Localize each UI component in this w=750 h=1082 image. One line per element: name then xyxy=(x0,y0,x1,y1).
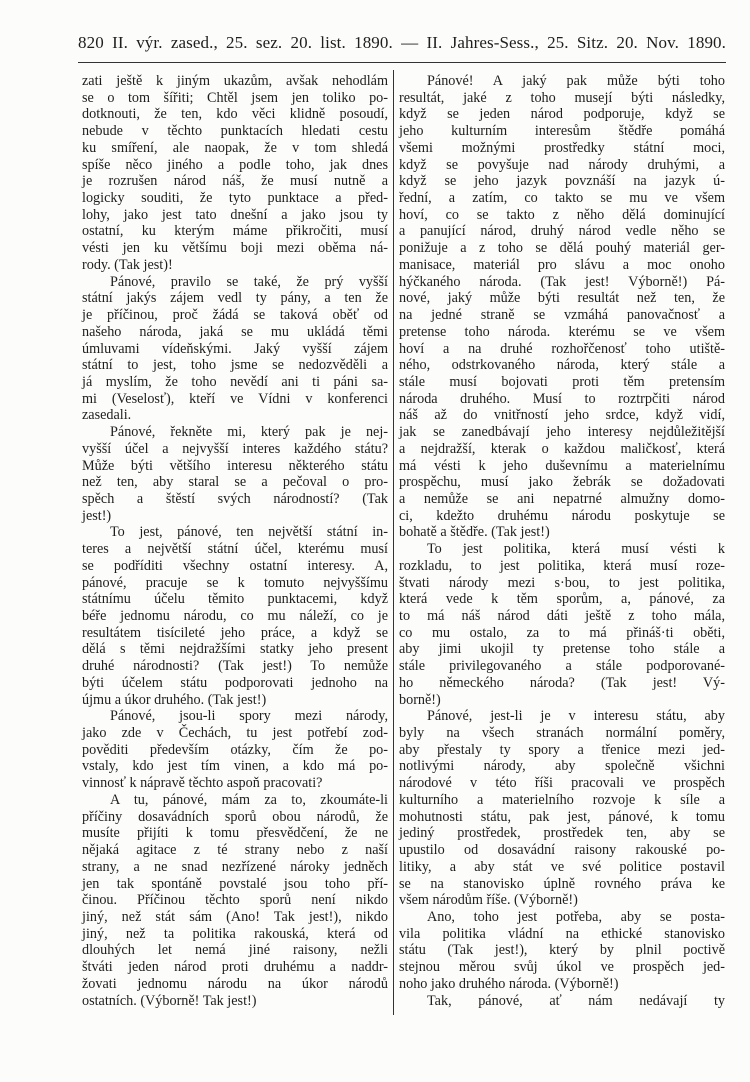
text-line: ho německého národa? (Tak jest! Vý- xyxy=(399,674,725,691)
text-line: státnímu účelu těmito punktacemi, když xyxy=(82,591,388,608)
text-line: Pánové, řekněte mi, který pak je nej- xyxy=(110,424,388,441)
paragraph xyxy=(399,909,725,993)
text-line: rozkladu, to jest politika, která musí roze- xyxy=(399,557,725,574)
paragraph xyxy=(82,424,388,524)
text-line: mi (Veselosť), kteří ve Vídni v konferenci xyxy=(82,390,388,407)
text-line: pretense toho národa. kterému se ve všem xyxy=(399,323,725,340)
text-line: To jest politika, která musí vésti k xyxy=(427,541,725,558)
text-line: štváti jeden národ proti druhému a naddr- xyxy=(82,959,388,976)
paragraph xyxy=(82,73,388,274)
text-line: národové v této říši pracovali ve prospěch xyxy=(399,775,725,792)
text-line: národa druhého. Musí to roztrpčiti národ xyxy=(399,390,725,407)
text-line: když se povyšuje nad národy druhými, a xyxy=(399,156,725,173)
text-line: jiný, než ta politika rakouská, která od xyxy=(82,925,388,942)
text-line: logicky souditi, že tyto punktace a před- xyxy=(82,190,388,207)
text-line: To jest, pánové, ten největší státní in- xyxy=(110,524,388,541)
text-line: noho jako druhého národa. (Výborně!) xyxy=(399,975,619,992)
text-line: všemi možnými prostředky státní moci, xyxy=(399,139,725,156)
text-line: státní jakýs zájem vedl ty pány, a ten že xyxy=(82,290,388,307)
text-line: státu (Tak jest!), který by plnil poctivě xyxy=(399,942,725,959)
text-line: příčiny dosavádních sporů obou národů, že xyxy=(82,808,388,825)
text-line: činou. Příčinou těchto sporů není nikdo xyxy=(82,892,388,909)
text-line: stále privilegovaného a stále podporované- xyxy=(399,658,725,675)
text-line: vstaly, kdo jest tím vinen, a kdo má po- xyxy=(82,758,388,775)
text-line: jeho kulturním interesům štědře pomáhá xyxy=(399,123,725,140)
text-line: úmluvami vídeňskými. Jaký vyšší zájem xyxy=(82,340,388,357)
text-line: teres a největší státní účel, kterému musí xyxy=(82,541,388,558)
paragraph xyxy=(82,524,388,708)
text-line: jiný, než stát sám (Ano! Tak jest!), nikdo xyxy=(82,908,388,925)
text-line: když se jeho jazyk povznáší na jazyk ú- xyxy=(399,173,725,190)
text-line: manisace, materiál pro slávu a moc onoho xyxy=(399,256,725,273)
text-line: dotknouti, že ten, kdo věci klidně posoudí, xyxy=(82,106,388,123)
text-line: bohatě a štědře. (Tak jest!) xyxy=(399,524,550,541)
text-line: aby přestaly ty spory a třenice mezi jed- xyxy=(399,741,725,758)
text-line: prospěchu, musí jako žebrák se dožadovati xyxy=(399,474,725,491)
header-rule xyxy=(78,62,726,63)
text-line: býti účelem státu podporovati jednoho na xyxy=(82,674,388,691)
text-line: spěch a štěstí svých národností? (Tak xyxy=(82,490,388,507)
paragraph xyxy=(399,541,725,708)
text-line: Ano, toho jest potřeba, aby se posta- xyxy=(427,908,725,925)
running-header: 820 II. výr. zased., 25. sez. 20. list. 1890. — II. Jahres-Sess., 25. Sitz. 20. Nov. 1890. xyxy=(78,33,726,52)
text-line: pověditi především otázky, čím že po- xyxy=(82,741,388,758)
text-line: musíte přijíti k tomu přesvědčení, že ne xyxy=(82,825,388,842)
text-line: nějaká agitace z té strany nebo z naší xyxy=(82,842,388,859)
text-line: ostatních. (Výborně! Tak jest!) xyxy=(82,992,257,1009)
text-line: stejnou měrou svůj úkol ve prospěch jed- xyxy=(399,959,725,976)
text-line: Může býti většího interesu některého státu xyxy=(82,457,388,474)
text-line: hoví, co se takto z něho dělá dominující xyxy=(399,206,725,223)
text-line: když se jeden národ podporuje, když se xyxy=(399,106,725,123)
text-line: strany, a ne snad nezřízené nároky jedněch xyxy=(82,858,388,875)
text-line: ného, odstrkovaného národa, který stále a xyxy=(399,357,725,374)
text-line: pánové, pracuje se k tomuto nejvyššímu xyxy=(82,574,388,591)
text-line: vésti jen ku většímu boji mezi oběma ná- xyxy=(82,240,388,257)
text-line: béře jednomu národu, co mu náleží, co je xyxy=(82,608,388,624)
text-line: se o tom šířiti; Chtěl jsem jen toliko po- xyxy=(82,89,388,106)
text-line: a nemůže se ani nepatrné almužny domo- xyxy=(399,490,725,507)
text-line: A tu, pánové, mám za to, zkoumáte-li xyxy=(110,791,388,808)
text-line: má vésti k jeho duševnímu a materielnímu xyxy=(399,457,725,474)
text-line: upustilo od dosavádní raisony rakouské po- xyxy=(399,842,725,859)
paragraph xyxy=(399,708,725,909)
text-line: resultát, jaké z toho musejí býti následky, xyxy=(399,89,725,106)
text-line: jediný prostředek, prostředek ten, aby se xyxy=(399,825,725,842)
text-line: která vede k těm sporům, a, pánové, za xyxy=(399,591,725,608)
text-line: borně!) xyxy=(399,691,441,708)
text-line: Pánové! A jaký pak může býti toho xyxy=(427,73,725,89)
text-line: je rozrušen národ náš, že musí nutně a xyxy=(82,173,388,190)
text-line: a panující národ, druhý národ vedle něho se xyxy=(399,223,725,240)
text-line: je příčinou, proč žádá se taková oběť od xyxy=(82,307,388,324)
text-line: nové, jaký může býti resultát než ten, že xyxy=(399,290,725,307)
text-line: státní to jest, toho jsme se nedozvěděli a xyxy=(82,357,388,374)
text-line: litiky, a aby stát ve své politice postavil xyxy=(399,858,725,875)
text-line: to má náš národ dáti ještě z toho mála, xyxy=(399,608,725,624)
text-line: žovati jednomu národu na úkor národů xyxy=(82,975,388,992)
text-line: zasedali. xyxy=(82,407,132,424)
text-line: lohy, jako jest tato dnešní a jako jsou ty xyxy=(82,206,388,223)
text-line: našeho národa, jaká se mu ukládá těmi xyxy=(82,323,388,340)
text-line: náš až do vnitřností jeho srdce, když vidí, xyxy=(399,407,725,424)
paragraph xyxy=(399,73,725,541)
text-line: vila politika vládní na ethické stanovisko xyxy=(399,925,725,942)
text-line: vyšší účel a nejvyšší interes každého státu? xyxy=(82,440,388,457)
paragraph xyxy=(82,792,388,1009)
text-line: dělá s těmi nejdražšími statky jeho present xyxy=(82,641,388,658)
text-line: všem národům říše. (Výborně!) xyxy=(399,892,578,909)
text-line: se podříditi všechny ostatní interesy. A, xyxy=(82,557,388,574)
text-line: co mu ostalo, za to má přináš·ti oběti, xyxy=(399,624,725,641)
text-line: resultátem tisícileté jeho práce, a když se xyxy=(82,624,388,641)
text-line: Tak, pánové, ať nám nedávají ty xyxy=(427,992,725,1009)
right-column xyxy=(399,73,725,1009)
text-line: spíše něco jiného a podle toho, jak dnes xyxy=(82,156,388,173)
text-line: stále musí bojovati proti těm pretensím xyxy=(399,373,725,390)
text-line: nebude v těchto punktacích hledati cestu xyxy=(82,123,388,140)
text-line: hoví a na druhé rozhořčenosť toho utiště- xyxy=(399,340,725,357)
text-line: hýčkaného národa. (Tak jest! Výborně!) Pá- xyxy=(399,273,725,290)
text-line: než ten, aby staral se a pečoval o pro- xyxy=(82,474,388,491)
text-line: ci, kdežto druhému národu poskytuje se xyxy=(399,507,725,524)
text-line: byly na všech stranách normální poměry, xyxy=(399,725,725,742)
text-line: druhé národnosti? (Tak jest!) To nemůže xyxy=(82,658,388,675)
text-line: zati ještě k jiným ukazům, avšak nehodlám xyxy=(82,73,388,89)
text-line: jak se zanedbávají jeho interesy nejdůležitější xyxy=(399,424,725,441)
text-line: dlouhých let nemá jiné raisony, nežli xyxy=(82,942,388,959)
text-line: rody. (Tak jest)! xyxy=(82,256,173,273)
text-line: újmu a úkor druhého. (Tak jest!) xyxy=(82,691,267,708)
text-line: jako zde v Čechách, tu jest potřebí zod- xyxy=(82,725,388,742)
text-line: se na stanovisko úplně rovného práva ke xyxy=(399,875,725,892)
text-line: štvati národy mezi s·bou, to jest politika, xyxy=(399,574,725,591)
text-line: Pánové, jest-li je v interesu státu, aby xyxy=(427,708,725,725)
column-divider xyxy=(393,70,394,1015)
text-line: a nejdražší, kterak o každou maličkosť, která xyxy=(399,440,725,457)
text-line: na jedné straně se vzmáhá panovačnosť a xyxy=(399,307,725,324)
text-line: jest!) xyxy=(82,507,112,524)
text-line: ponižuje a z toho se dělá pouhý materiál ger- xyxy=(399,240,725,257)
text-line: ku smíření, ale naopak, že v tom shledá xyxy=(82,139,388,156)
text-line: Pánové, jsou-li spory mezi národy, xyxy=(110,708,388,725)
text-line: mohutnosti státu, pak jest, pánové, k tomu xyxy=(399,808,725,825)
text-line: vinnosť k nápravě těchto aspoň pracovati? xyxy=(82,775,323,792)
text-line: aby jimi ukojil ty pretense toho stále a xyxy=(399,641,725,658)
text-line: kulturního a materielního rozvoje k síle a xyxy=(399,791,725,808)
text-line: jen tak spontáně povstalé jsou toho pří- xyxy=(82,875,388,892)
text-line: Pánové, pravilo se také, že prý vyšší xyxy=(110,273,388,290)
text-line: ostatní, ku kterým máme přikročiti, musí xyxy=(82,223,388,240)
paragraph xyxy=(82,274,388,424)
paragraph xyxy=(82,708,388,792)
text-line: notlivými národy, aby společně všichni xyxy=(399,758,725,775)
text-line: já myslím, že toho nevědí ani ti páni sa- xyxy=(82,373,388,390)
text-line: řední, a zatím, co takto se mu ve všem xyxy=(399,190,725,207)
left-column xyxy=(82,73,388,1009)
paragraph xyxy=(399,993,725,1010)
